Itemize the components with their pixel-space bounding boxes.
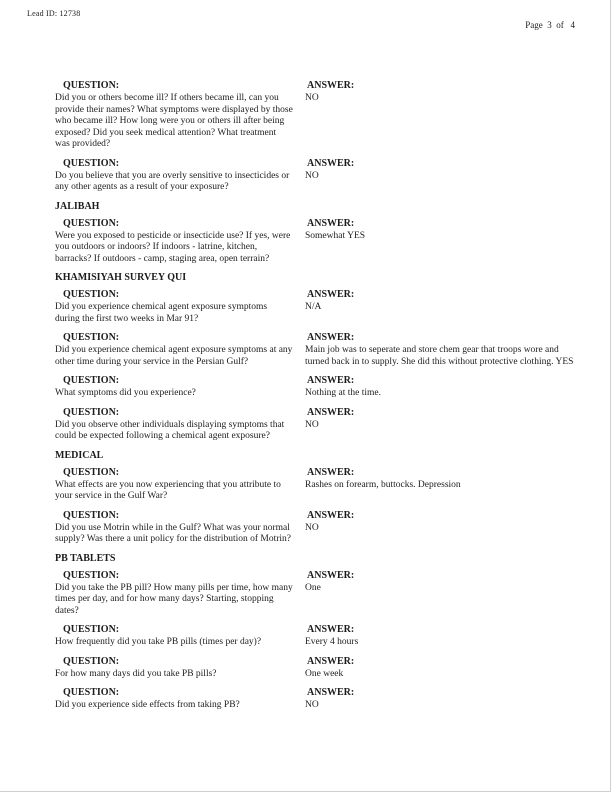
question-label: QUESTION: <box>63 406 120 418</box>
qa-row <box>55 289 583 325</box>
question-label: QUESTION: <box>63 509 120 521</box>
answer-column <box>305 375 583 400</box>
question-column <box>55 687 305 712</box>
answer-text: Every 4 hours <box>305 637 359 647</box>
answer-text: N/A <box>305 302 322 312</box>
answer-text: Somewhat YES <box>305 230 366 241</box>
qa-row <box>55 80 583 151</box>
answer-label: ANSWER: <box>307 289 355 300</box>
answer-label: ANSWER: <box>307 466 355 478</box>
question-label: QUESTION: <box>63 289 120 300</box>
question-label: QUESTION: <box>63 466 120 478</box>
answer-label: ANSWER: <box>307 655 355 667</box>
answer-column <box>305 289 583 325</box>
question-text: For how many days did you take PB pills? <box>55 668 217 679</box>
answer-text: NO <box>305 700 319 710</box>
answer-text: Main job was to seperate and store chem gear that troops wore and turned back in to supply. She did this without protective clothing. YES <box>305 345 574 367</box>
question-label: QUESTION: <box>63 157 120 169</box>
question-text: Did you experience chemical agent exposure symptoms at any other time during your service in the Persian Gulf? <box>55 345 293 367</box>
answer-text: NO <box>305 170 319 181</box>
question-label: QUESTION: <box>63 624 120 635</box>
qa-content <box>55 80 583 719</box>
qa-row <box>55 467 583 503</box>
section-header: PB TABLETS <box>55 552 116 564</box>
answer-label: ANSWER: <box>307 332 355 343</box>
section-header: KHAMISIYAH SURVEY QUI <box>55 272 187 283</box>
answer-column <box>305 570 583 618</box>
question-text: Did you or others become ill? If others became ill, can you provide their names? What symptoms were displayed by those who became ill? How long were you or others ill after being exposed? Did you seek medical attention? What treatment was provided? <box>55 93 293 149</box>
qa-row <box>55 656 583 681</box>
answer-label: ANSWER: <box>307 375 355 386</box>
answer-text: NO <box>305 522 319 533</box>
answer-label: ANSWER: <box>307 569 355 581</box>
question-column <box>55 218 305 266</box>
answer-column <box>305 687 583 712</box>
question-text: What symptoms did you experience? <box>55 388 196 398</box>
answer-column <box>305 332 583 368</box>
question-column <box>55 80 305 151</box>
section-header: MEDICAL <box>55 449 104 461</box>
question-column <box>55 407 305 443</box>
question-column <box>55 375 305 400</box>
section-header: JALIBAH <box>55 200 100 212</box>
qa-row <box>55 407 583 443</box>
question-column <box>55 289 305 325</box>
answer-label: ANSWER: <box>307 406 355 418</box>
answer-column <box>305 467 583 503</box>
answer-column <box>305 510 583 546</box>
question-column <box>55 570 305 618</box>
question-label: QUESTION: <box>63 217 120 229</box>
qa-row <box>55 687 583 712</box>
question-text: Did you experience chemical agent exposure symptoms during the first two weeks in Mar 91? <box>55 302 268 324</box>
answer-label: ANSWER: <box>307 687 355 698</box>
question-column <box>55 158 305 194</box>
question-label: QUESTION: <box>63 375 120 386</box>
answer-column <box>305 624 583 649</box>
answer-label: ANSWER: <box>307 509 355 521</box>
question-text: Did you use Motrin while in the Gulf? What was your normal supply? Was there a unit policy for the distribution of Motrin? <box>55 522 291 544</box>
answer-text: One week <box>305 668 344 679</box>
page-number: Page 3 of 4 <box>525 20 575 30</box>
question-text: Were you exposed to pesticide or insecticide use? If yes, were you outdoors or indoors? If indoors - latrine, kitchen, barracks? If outdoors - camp, staging area, open terrain? <box>55 230 291 264</box>
question-text: Did you take the PB pill? How many pills per time, how many times per day, and for how many days? Starting, stopping dates? <box>55 582 293 616</box>
answer-text: NO <box>305 419 319 430</box>
answer-label: ANSWER: <box>307 80 355 91</box>
qa-row <box>55 332 583 368</box>
answer-column <box>305 80 583 151</box>
question-label: QUESTION: <box>63 687 120 698</box>
question-label: QUESTION: <box>63 332 120 343</box>
qa-row <box>55 510 583 546</box>
answer-text: Rashes on forearm, buttocks. Depression <box>305 479 461 490</box>
answer-label: ANSWER: <box>307 217 355 229</box>
question-text: What effects are you now experiencing that you attribute to your service in the Gulf War? <box>55 479 281 501</box>
answer-label: ANSWER: <box>307 157 355 169</box>
question-text: Do you believe that you are overly sensitive to insecticides or any other agents as a result of your exposure? <box>55 170 290 192</box>
question-column <box>55 510 305 546</box>
answer-text: One <box>305 582 321 593</box>
answer-column <box>305 656 583 681</box>
qa-row <box>55 570 583 618</box>
answer-text: Nothing at the time. <box>305 388 381 398</box>
question-text: Did you experience side effects from taking PB? <box>55 700 240 710</box>
qa-row <box>55 375 583 400</box>
question-text: Did you observe other individuals displaying symptoms that could be expected following a chemical agent exposure? <box>55 419 285 441</box>
question-label: QUESTION: <box>63 80 120 91</box>
question-column <box>55 332 305 368</box>
qa-row <box>55 624 583 649</box>
answer-text: NO <box>305 93 319 103</box>
question-column <box>55 467 305 503</box>
qa-row <box>55 158 583 194</box>
answer-label: ANSWER: <box>307 624 355 635</box>
question-label: QUESTION: <box>63 569 120 581</box>
answer-column <box>305 407 583 443</box>
lead-id: Lead ID: 12738 <box>27 9 81 18</box>
question-column <box>55 656 305 681</box>
answer-column <box>305 158 583 194</box>
qa-row <box>55 218 583 266</box>
answer-column <box>305 218 583 266</box>
question-column <box>55 624 305 649</box>
question-text: How frequently did you take PB pills (times per day)? <box>55 637 262 647</box>
question-label: QUESTION: <box>63 655 120 667</box>
